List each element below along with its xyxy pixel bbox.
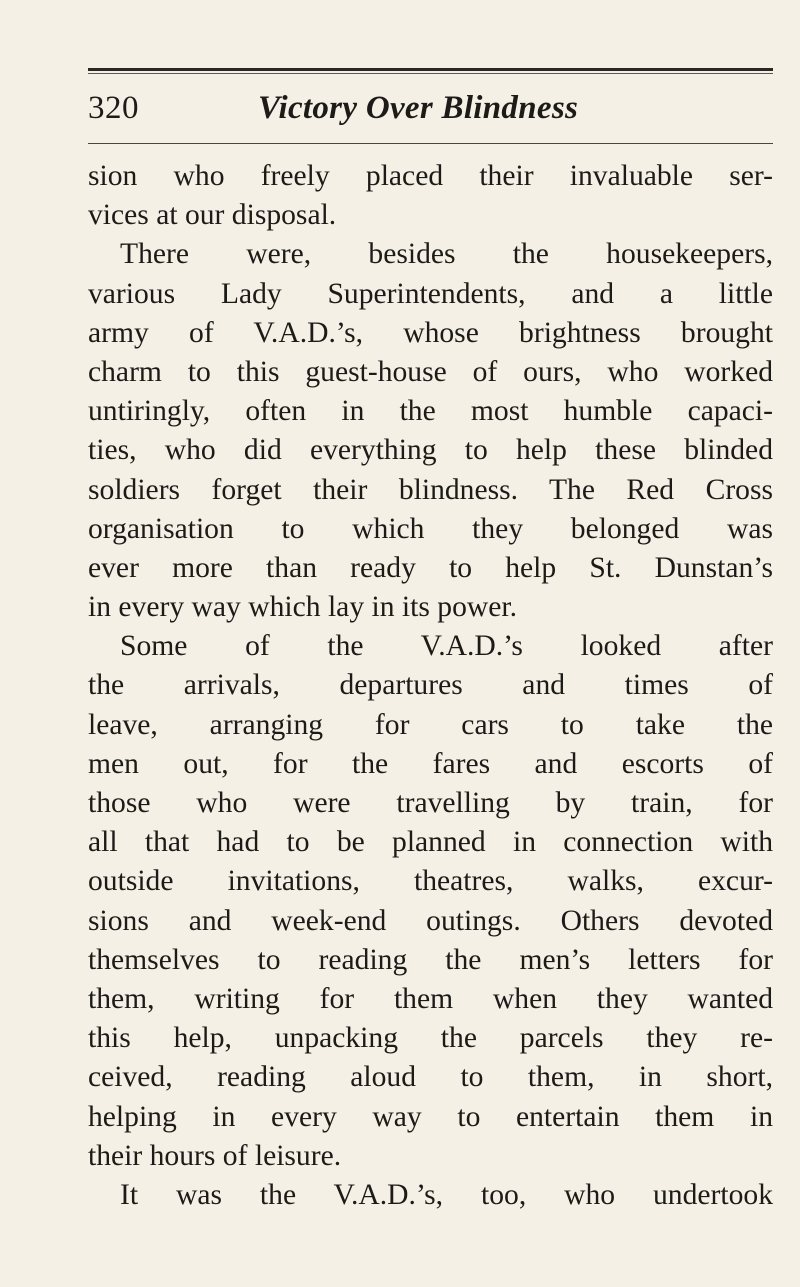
text-line: leave, arranging for cars to take the [88,708,773,741]
text-line: various Lady Superintendents, and a little [88,277,773,310]
text-line: ever more than ready to help St. Dunstan’s [88,551,773,584]
header-rule-bottom [88,143,773,144]
text-line: those who were travelling by train, for [88,787,773,819]
text-line: their hours of leisure. [88,1139,342,1172]
page-body-text [88,157,773,1215]
running-header [88,86,773,136]
text-line: vices at our disposal. [88,199,337,232]
text-line: untiringly, often in the most humble capaci- [88,395,773,428]
text-line: them, writing for them when they wanted [88,982,773,1015]
text-line: Some of the V.A.D.’s looked after [120,630,773,663]
text-line: army of V.A.D.’s, whose brightness brought [88,316,773,349]
text-line: this help, unpacking the parcels they re- [88,1022,773,1055]
text-line: charm to this guest-house of ours, who worked [88,355,773,388]
text-line: in every way which lay in its power. [88,591,518,624]
text-line: It was the V.A.D.’s, too, who undertook [120,1178,773,1211]
header-rule-thin [88,73,773,74]
text-line: sions and week-end outings. Others devoted [88,904,773,937]
text-line: ties, who did everything to help these blinded [88,434,773,467]
text-line: themselves to reading the men’s letters for [88,943,773,976]
text-line: ceived, reading aloud to them, in short, [88,1061,773,1094]
text-line: men out, for the fares and escorts of [88,747,773,780]
text-line: sion who freely placed their invaluable ser- [88,160,773,192]
text-line: all that had to be planned in connection with [88,826,773,859]
text-line: helping in every way to entertain them in [88,1100,773,1133]
header-rule-thick [88,68,773,71]
text-line: organisation to which they belonged was [88,512,773,545]
running-title: Victory Over Blindness [258,90,579,126]
page-number: 320 [88,90,139,126]
text-line: soldiers forget their blindness. The Red Cross [88,473,773,506]
text-line: the arrivals, departures and times of [88,669,773,702]
text-line: outside invitations, theatres, walks, excur- [88,865,773,898]
text-line: There were, besides the housekeepers, [120,238,773,271]
